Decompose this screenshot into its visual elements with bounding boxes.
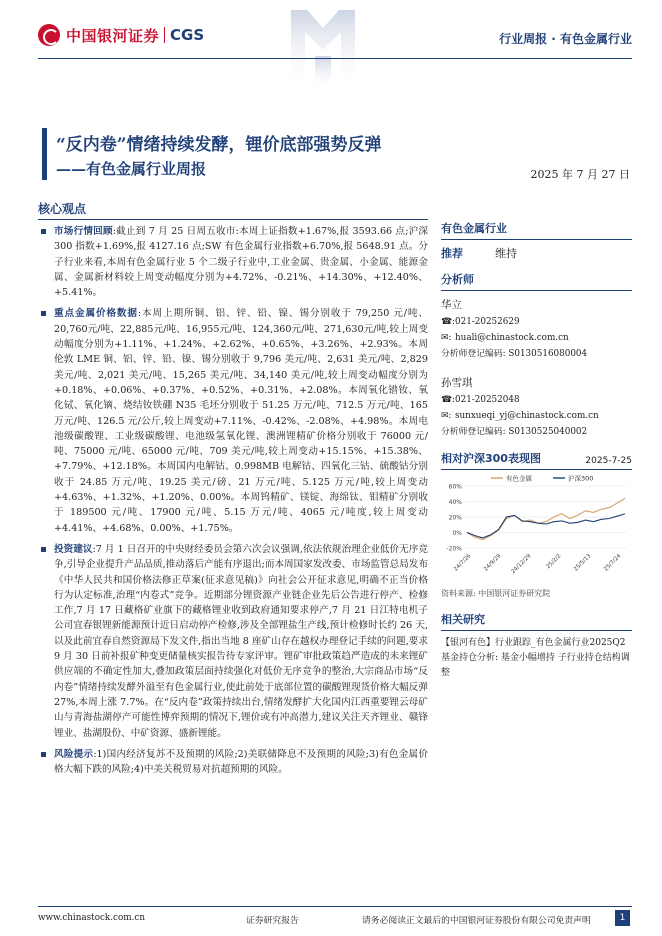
page-header [0,0,662,70]
core-views-body [38,224,428,783]
chart-series-line [467,514,625,538]
chart-y-tick-label: 40% [448,499,462,506]
investment-advice-text: :7 月 1 日召开的中央财经委员会第六次会议强调,依法依规治理企业低价无序竞争,引导企业提升产品品质,推动落后产能有序退出;而本周国家发改委、市场监管总局发布《中华人民共和国价格法修正草案(征求意见稿)》向社会公开征求意见,明确不正当价格行为认定标准,治理“内卷式”竞争。近期部分锂资源产业链企业先后公告进行停产、检修工作,7 月 17 日藏格矿业旗下的藏格锂业收到政府通知要求停产,7 月 21 日江特电机子公司宜春银锂新能源预计近日启动停产检修,涉及全部锂盐生产线,预计检修时长约 26 天,以及此前宜春自然资源局下发文件,指出当地 8 座矿山存在越权办理登记手续的问题,要求 9 月 30 日前补报矿种变更储量核实报告待专家评审。锂矿审批政策趋严造成的未来锂矿供应端的不确定性加大,叠加政策层面持续强化对低价无序竞争的整治,大宗商品市场“反内卷”情绪持续发酵外溢至有色金属行业,使此前处于底部位置的碳酸锂现货价格大幅反弹 27%,本周上涨 7.7%。在“反内卷”政策持续出台,情绪发酵扩大化国内江西重要锂云母矿山与青海盐湖停产可能性博弈预期的情况下,锂价或有冲高潜力,建议关注天齐锂业、赣锋锂业、盐湖股份、中矿资源、盛新锂能。 [54,543,429,739]
analyst-phone: 021-20252629 [455,317,520,327]
footer-website[interactable]: www.chinastock.com.cn [38,913,146,923]
analyst-email[interactable]: huali@chinastock.com.cn [455,333,569,343]
related-research-heading: 相关研究 [441,611,632,631]
related-research-link[interactable]: 【银河有色】行业跟踪_有色金属行业2025Q2 基金持仓分析: 基金小幅增持 子行业持仓结构调整 [441,638,630,678]
report-title: “反内卷”情绪持续发酵，锂价底部强势反弹 [56,135,382,155]
chart-heading [441,450,632,470]
report-subtitle: ——有色金属行业周报 [56,160,207,178]
logo-text-cn: 中国银河证券 [66,26,160,45]
analyst-cert: 分析师登记编码: S0130516080004 [441,349,588,359]
company-logo [38,24,204,46]
logo-mark-icon [38,24,60,46]
risk-warning-paragraph [38,747,428,778]
chart-y-tick-label: 0% [452,530,462,537]
header-emblem-icon [287,6,359,90]
chart-y-tick-label: -20% [446,545,462,553]
logo-text-en: CGS [170,26,205,44]
page-number: 1 [615,910,630,926]
logo-divider [164,27,165,43]
footer-disclaimer: 请务必阅读正文最后的中国银河证券股份有限公司免责声明 [362,916,591,926]
metal-price-text: :本周上期所铜、铝、锌、铅、镍、锡分别收于 79,250 元/吨、20,760元/吨、22,885元/吨、16,955元/吨、124,360元/吨、271,630元/吨,较上周变动幅度分别为+1.11%、+1.24%、+2.62%、+0.65%、+3.26%、+2.93%。本周伦敦 LME 铜、铝、锌、铅、镍、锡分别收于 9,796 美元/吨、2,631 美元/吨、2,829 美元/吨、2,021 美元/吨、15,265 美元/吨、34,140 美元/吨,较上周变动幅度分别为+0.18%、+0.06%、+0.37%、+0.52%、+0.31%、+2.08%。本周氧化镨钕、氧化铽、氧化镝、烧结钕铁硼 N35 毛坯分别收于 51.25 万元/吨、712.5 万元/吨、165 万元/吨、126.5 元/公斤,较上周变动+7.11%、-0.42%、-2.08%、+4.98%。本周电池级碳酸锂、工业级碳酸锂、电池级氢氧化锂、澳洲锂精矿价格分别收于 76000 元/吨、75000 元/吨、65000 元/吨、709 美元/吨,较上周变动+15.15%、+15.38%、+7.79%、+12.18%。本周国内电解钴、0.998MB 电解钴、四氧化三钴、硫酸钴分别收于 24.85 万元/吨、19.25 美元/磅、21 万元/吨、5.125 万元/吨,较上周变动+4.63%、+1.32%、+1.20%、0.00%。本周钨精矿、镁锭、海绵钛、钼精矿分别收于 189500 元/吨、17900 元/吨、5.15 万元/吨、4065 元/吨度,较上周变动+4.41%、+4.68%、0.00%、+1.75%。 [54,308,428,534]
header-divider [38,58,632,59]
industry-heading: 有色金属行业 [441,220,632,240]
chart-heading-text: 相对沪深300表现图 [441,452,541,465]
market-review-text: :截止到 7 月 25 日周五收市:本周上证指数+1.67%,报 3593.66 点;沪深 300 指数+1.69%,报 4127.16 点;SW 有色金属行业指数+6.70%,报 5648.91 点。分子行业来看,本周有色金属行业 5 个二级子行业中,工业金属、贵金属、小金属、能源金属、金属新材料较上周变动幅度分别为+4.72%、-0.21%、+14.30%、+12.40%、+5.41%。 [54,226,429,299]
analyst-email-row [441,408,632,424]
chart-x-tick-label: 25/5/13 [572,553,593,573]
analyst-cert: 分析师登记编码: S0130525040002 [441,427,588,437]
chart-x-tick-label: 24/9/29 [482,553,503,573]
analyst-email-row [441,330,632,346]
report-type-label: 行业周报 · 有色金属行业 [499,32,632,46]
analyst-name: 孙雪琪 [441,377,473,389]
investment-advice-label: 投资建议 [54,543,93,555]
chart-legend-label: 沪深300 [568,474,594,483]
metal-price-paragraph [38,306,428,535]
phone-icon: ☎: [441,395,455,405]
analyst-heading: 分析师 [441,271,632,291]
risk-warning-label: 风险提示 [54,748,94,760]
chart-y-tick-label: 60% [448,483,462,491]
analyst-card [441,296,632,362]
market-review-paragraph [38,224,428,300]
phone-icon: ☎: [441,317,455,327]
email-icon: ✉: [441,411,452,421]
analyst-name: 华立 [441,299,462,311]
analyst-phone-row [441,392,632,408]
chart-x-tick-label: 25/2/2 [545,553,563,571]
rating-label: 推荐 [441,247,463,260]
core-views-heading-text: 核心观点 [38,202,87,216]
sidebar [441,220,632,681]
market-review-label: 市场行情回顾 [54,226,113,237]
analyst-email[interactable]: sunxueqi_yj@chinastock.com.cn [455,411,599,421]
chart-date: 2025-7-25 [585,456,632,466]
chart-legend-label: 有色金属 [506,474,532,483]
metal-price-label: 重点金属价格数据 [54,308,138,320]
relative-performance-chart [441,470,632,582]
chart-x-tick-label: 24/7/26 [452,553,473,573]
report-date: 2025 年 7 月 27 日 [530,168,630,181]
analyst-phone: 021-20252048 [455,395,520,405]
chart-x-tick-label: 25/7/24 [602,553,623,573]
chart-x-tick-label: 24/12/29 [510,553,533,576]
analyst-phone-row [441,314,632,330]
investment-advice-paragraph [38,542,428,741]
chart-y-tick-label: 20% [448,514,462,522]
rating-value: 维持 [495,247,517,260]
title-accent-bar [42,128,47,180]
email-icon: ✉: [441,333,452,343]
footer-doc-type: 证券研究报告 [246,916,299,926]
footer-divider [38,906,632,907]
rating-row [441,245,632,267]
chart-source: 资料来源: 中国银河证券研究院 [441,589,551,598]
risk-warning-text: :1)国内经济复苏不及预期的风险;2)美联储降息不及预期的风险;3)有色金属价格大幅下跌的风险;4)中美关税贸易对抗超预期的风险。 [54,748,428,776]
core-views-heading [38,198,428,220]
analyst-card [441,374,632,440]
